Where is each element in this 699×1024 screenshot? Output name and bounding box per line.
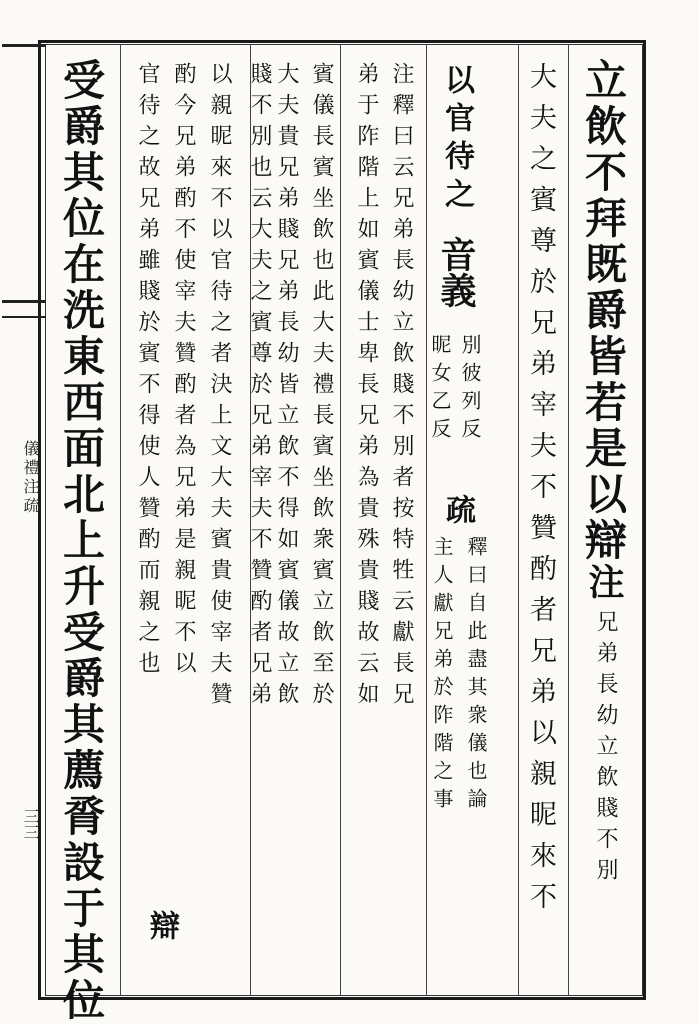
annotation-label-zhu: 注	[583, 563, 625, 599]
commentary-column-9: 以親昵來不以官待之者決上文大夫賓貴使宰夫贊	[207, 62, 232, 713]
margin-rule-mid	[2, 300, 46, 303]
commentary-column-6: 賓儀長賓坐飲也此大夫禮長賓坐飲衆賓立飲至於	[309, 62, 334, 713]
annotation-note-1: 兄弟長幼立飲賤不別	[593, 610, 618, 889]
yinyi-label: 音義	[435, 236, 477, 308]
shu-note-b: 主人獻兄弟於阼階之事	[430, 536, 454, 816]
main-text-column-1: 立飲不拜既爵皆若是以辯	[579, 58, 628, 564]
column-divider	[568, 44, 569, 996]
commentary-column-5: 弟于阼階上如賓儀士卑長兄弟為貴殊貴賤故云如	[354, 62, 379, 713]
margin-rule-bottom	[2, 316, 46, 318]
bian-marker: 辯	[144, 910, 179, 940]
margin-title: 儀禮注疏	[21, 440, 40, 516]
commentary-column-11: 官待之故兄弟雖賤於賓不得使人贊酌而親之也	[135, 62, 160, 682]
main-text-column-12: 受爵其位在洗東西面北上升受爵其薦脀設于其位	[57, 58, 106, 1024]
commentary-column-10: 酌今兄弟酌不使宰夫贊酌者為兄弟是親昵不以	[171, 62, 196, 682]
commentary-column-4: 注釋曰云兄弟長幼立飲賤不別者按特牲云獻長兄	[389, 62, 414, 713]
annotation-column-3: 以官待之	[439, 64, 474, 216]
column-divider	[518, 44, 519, 996]
commentary-column-7: 大夫貴兄弟賤兄弟長幼皆立飲不得如賓儀故立飲	[274, 62, 299, 713]
page-number: 三三	[21, 808, 40, 840]
shu-note-a: 釋曰自此盡其衆儀也論	[464, 536, 488, 816]
annotation-column-2: 大夫之賓尊於兄弟宰夫不贊酌者兄弟以親昵來不	[525, 62, 556, 923]
column-divider	[120, 44, 121, 996]
column-divider	[340, 44, 341, 996]
yinyi-note-b: 昵女乙反	[428, 334, 452, 446]
shu-marker: 疏	[440, 494, 475, 524]
column-divider	[426, 44, 427, 996]
commentary-column-8: 賤不別也云大夫之賓尊於兄弟宰夫不贊酌者兄弟	[247, 62, 272, 713]
margin-rule-top	[2, 44, 46, 47]
yinyi-note-a: 別彼列反	[458, 334, 482, 446]
